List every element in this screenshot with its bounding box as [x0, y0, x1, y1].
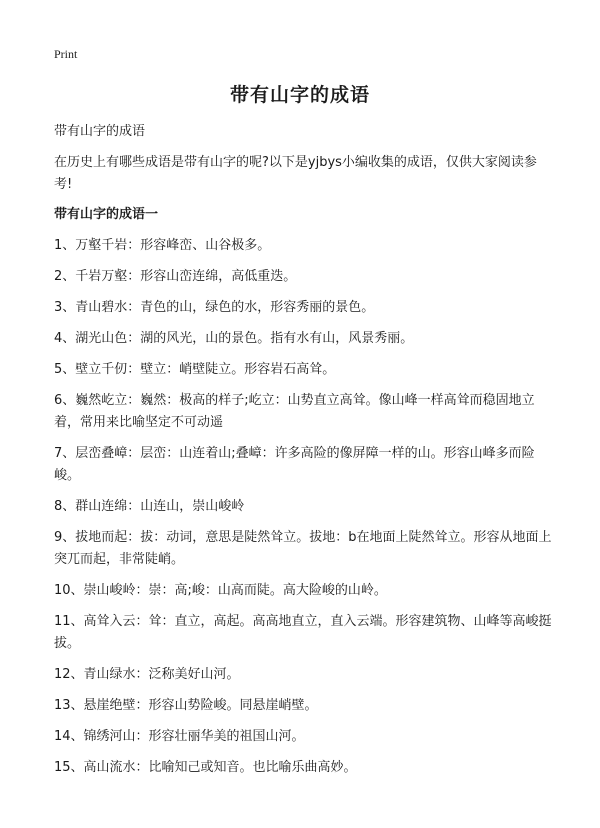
list-item: 7、层峦叠嶂：层峦：山连着山;叠嶂：许多高险的像屏障一样的山。形容山峰多而险峻。	[54, 446, 535, 483]
idiom-list	[54, 235, 554, 779]
document-body	[54, 121, 554, 788]
list-item: 4、湖光山色：湖的风光，山的景色。指有水有山，风景秀丽。	[54, 331, 414, 346]
list-item: 14、锦绣河山：形容壮丽华美的祖国山河。	[54, 729, 305, 744]
list-item: 12、青山绿水：泛称美好山河。	[54, 667, 240, 682]
document-title: 带有山字的成语	[229, 84, 370, 106]
list-item: 6、巍然屹立：巍然：极高的样子;屹立：山势直立高耸。像山峰一样高耸而稳固地立着，常用来比喻坚定不可动遥	[54, 393, 535, 430]
list-item: 5、壁立千仞：壁立：峭壁陡立。形容岩石高耸。	[54, 362, 336, 377]
section-heading: 带有山字的成语一	[54, 207, 159, 222]
list-item: 15、高山流水：比喻知己或知音。也比喻乐曲高妙。	[54, 760, 357, 775]
list-item: 11、高耸入云：耸：直立，高起。高高地直立，直入云端。形容建筑物、山峰等高峻挺拔。	[54, 614, 552, 651]
list-item: 10、崇山峻岭：崇：高;峻：山高而陡。高大险峻的山岭。	[54, 583, 387, 598]
list-item: 3、青山碧水：青色的山，绿色的水，形容秀丽的景色。	[54, 300, 375, 315]
list-item: 13、悬崖绝壁：形容山势险峻。同悬崖峭壁。	[54, 698, 318, 713]
list-item: 8、群山连绵：山连山，崇山峻岭	[54, 499, 245, 514]
list-item: 2、千岩万壑：形容山峦连绵，高低重迭。	[54, 269, 297, 284]
list-item: 1、万壑千岩：形容峰峦、山谷极多。	[54, 238, 271, 253]
print-link[interactable]: Print	[54, 47, 78, 61]
intro-paragraph: 在历史上有哪些成语是带有山字的呢?以下是yjbys小编收集的成语，仅供大家阅读参考!	[54, 155, 537, 192]
list-item: 9、拔地而起：拔：动词，意思是陡然耸立。拔地：b在地面上陡然耸立。形容从地面上突兀而起，非常陡峭。	[54, 530, 552, 567]
document-subtitle: 带有山字的成语	[54, 124, 146, 139]
